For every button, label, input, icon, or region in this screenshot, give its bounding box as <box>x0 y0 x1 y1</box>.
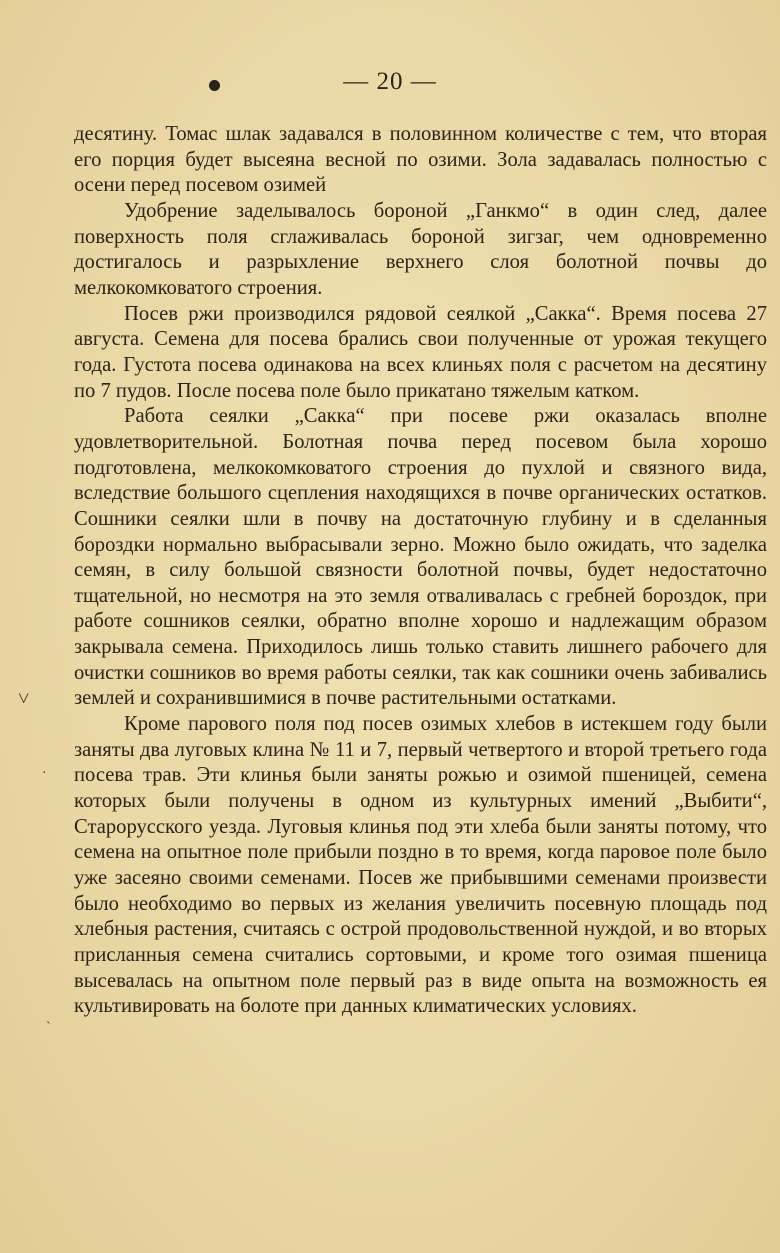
body-text <box>74 122 767 1020</box>
margin-dot-mark: · <box>42 766 47 781</box>
margin-dot-mark: ˋ <box>46 1020 51 1035</box>
page-number: — 20 — <box>343 68 437 95</box>
paragraph-5: Кроме парового поля под посев озимых хлебов в истекшем году были заняты два луговых клина № 11 и 7, первый четвертого и второй третьего года посева трав. Эти клинья были заняты рожью и озимой пшеницей, семена которых были получены в одном из культурных имений „Выбити“, Старорусского уезда. Луговыя клинья под эти хлеба были заняты потому, что семена на опытное поле прибыли поздно в то время, когда паровое поле было уже засеяно своими семенами. Посев же прибывшими семенами произвести было необходимо во первых из желания увеличить посевную площадь под хлебныя растения, считаясь с острой продовольственной нуждой, и во вторых присланныя семена считались сортовыми, и кроме того озимая пшеница высевалась на опытном поле первый раз в виде опыта на возможность ея культивировать на болоте при данных климатических условиях. <box>74 713 767 1018</box>
margin-tick-mark: ˅ <box>18 688 30 710</box>
paragraph-1: десятину. Томас шлак задавался в половинном количестве с тем, что вторая его порция будет высеяна весной по озими. Зола задавалась полностью с осени перед посевом озимей <box>74 123 767 197</box>
paragraph-3: Посев ржи производился рядовой сеялкой „Сакка“. Время посева 27 августа. Семена для посева брались свои полученные от урожая текущего года. Густота посева одинакова на всех клиньях поля с расчетом на десятину по 7 пудов. После посева поле было прикатано тяжелым катком. <box>74 302 767 402</box>
paragraph-4: Работа сеялки „Сакка“ при посеве ржи оказалась вполне удовлетворительной. Болотная почва перед посевом была хорошо подготовлена, мелкокомковатого строения до пухлой и связного вида, вследствие большого сцепления находящихся в почве органических остатков. Сошники сеялки шли в почву на достаточную глубину и в сделанныя бороздки нормально выбрасывали зерно. Можно было ожидать, что заделка семян, в силу большой связности болотной почвы, будет недостаточно тщательной, но несмотря на это земля отваливалась с гребней бороздок, при работе сошников сеялки, обратно вполне хорошо и надлежащим образом закрывала семена. Приходилось лишь только ставить лишнего рабочего для очистки сошников во время работы сеялки, так как сошники очень забивались землей и сохранившимися в почве растительными остатками. <box>74 405 767 710</box>
paragraph-2: Удобрение заделывалось бороной „Ганкмо“ в один след, далее поверхность поля сглаживалась бороной зигзаг, чем одновременно достигалось и разрыхление верхнего слоя болотной почвы до мелкокомковатого строения. <box>74 199 767 299</box>
